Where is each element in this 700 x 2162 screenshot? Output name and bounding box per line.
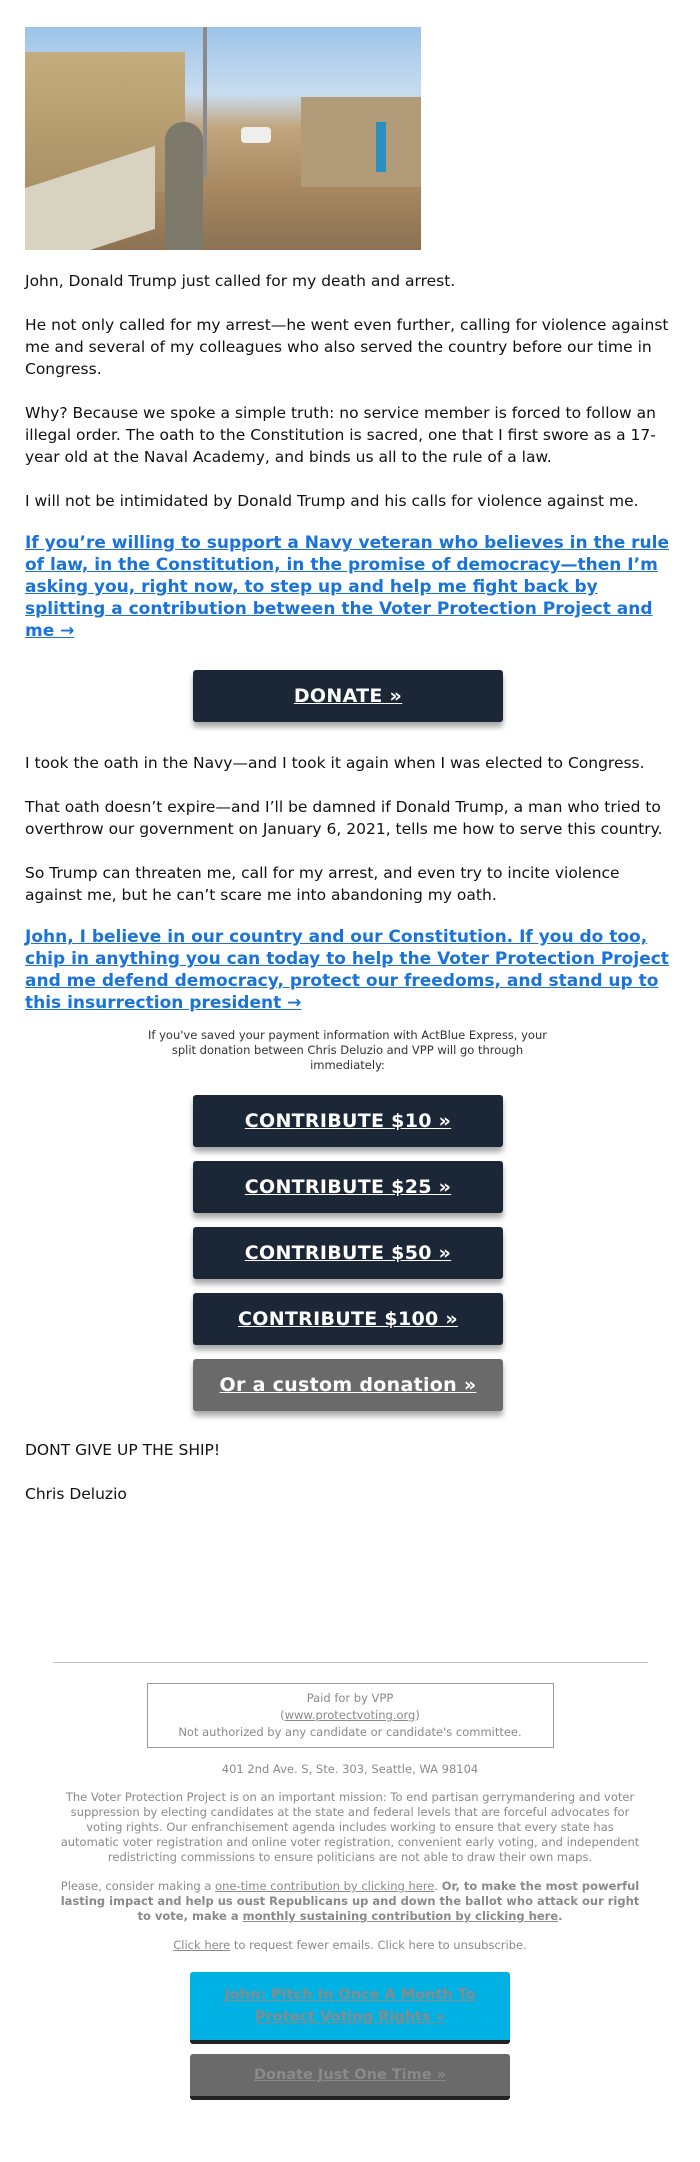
monthly-link[interactable]: monthly sustaining contribution by clicking here <box>242 1909 559 1923</box>
disclaimer: Not authorized by any candidate or candidate's committee. <box>178 1725 522 1739</box>
paragraph: I took the oath in the Navy—and I took it again when I was elected to Congress. <box>25 754 645 772</box>
paragraph: John, Donald Trump just called for my death and arrest. <box>25 272 456 290</box>
paragraph: He not only called for my arrest—he went even further, calling for violence against me and several of my colleagues who also served the country before our time in Congress. <box>25 316 669 378</box>
contribute-100-button[interactable]: CONTRIBUTE $100 » <box>193 1293 503 1345</box>
custom-donation-button[interactable]: Or a custom donation » <box>193 1359 503 1411</box>
monthly-donation-button[interactable]: John: Pitch In Once A Month To Protect Voting Rights » <box>190 1972 510 2044</box>
contribute-25-button[interactable]: CONTRIBUTE $25 » <box>193 1161 503 1213</box>
chip-in-link[interactable]: John, I believe in our country and our Constitution. If you do too, chip in anything you can today to help the Voter Protection Project and me defend democracy, protect our freedoms, and stand up to this insurrection president → <box>25 927 669 1013</box>
paragraph: I will not be intimidated by Donald Trump and his calls for violence against me. <box>25 492 639 510</box>
contribute-50-button[interactable]: CONTRIBUTE $50 » <box>193 1227 503 1279</box>
donate-button[interactable]: DONATE » <box>193 670 503 722</box>
email-preferences: Click here to request fewer emails. Click here to unsubscribe. <box>173 1938 527 1952</box>
support-link[interactable]: If you’re willing to support a Navy veteran who believes in the rule of law, in the Constitution, in the promise of democracy—then I’m asking you, right now, to step up and help me fight back by splitting a contribution between the Voter Protection Project and me → <box>25 533 670 641</box>
hero-photo-soldier <box>25 27 421 250</box>
paragraph: Why? Because we spoke a simple truth: no service member is forced to follow an illegal order. The oath to the Constitution is sacred, one that I first swore as a 17-year old at the Naval Academy, and binds us all to the rule of a law. <box>25 404 656 466</box>
fewer-emails-link[interactable]: Click here <box>173 1938 231 1952</box>
footer-divider <box>53 1662 648 1663</box>
footer <box>0 1662 700 2100</box>
address: 401 2nd Ave. S, Ste. 303, Seattle, WA 98104 <box>221 1762 479 1776</box>
mission-text: The Voter Protection Project is on an important mission: To end partisan gerrymandering and voter suppression by electing candidates at the state and federal levels that are forceful advocates for voting rights. Our enfranchisement agenda includes working to ensure that every state has automatic voter registration and online voter registration, convenient early voting, and independent redistricting commissions to ensure politicians are not able to draw their own maps. <box>60 1790 640 1864</box>
actblue-express-note: If you've saved your payment information with ActBlue Express, your split donation between Chris Deluzio and VPP will go through immediately: <box>148 1028 547 1072</box>
contribution-prompt: Please, consider making a one-time contribution by clicking here. Or, to make the most powerful lasting impact and help us oust Republicans up and down the ballot who attack our right to vote, make a monthly sustaining contribution by clicking here. <box>60 1879 640 1923</box>
signature: Chris Deluzio <box>25 1485 127 1503</box>
paragraph: That oath doesn’t expire—and I’ll be damned if Donald Trump, a man who tried to overthrow our government on January 6, 2021, tells me how to serve this country. <box>25 798 663 838</box>
paragraph: So Trump can threaten me, call for my arrest, and even try to incite violence against me, but he can’t scare me into abandoning my oath. <box>25 864 620 904</box>
signoff: DONT GIVE UP THE SHIP! <box>25 1441 221 1459</box>
paid-for-text: Paid for by VPP <box>306 1691 394 1705</box>
contribute-10-button[interactable]: CONTRIBUTE $10 » <box>193 1095 503 1147</box>
email-body <box>25 27 670 1505</box>
website-link[interactable]: www.protectvoting.org <box>284 1708 416 1722</box>
one-time-link[interactable]: one-time contribution by clicking here <box>215 1879 435 1893</box>
paid-for-box: Paid for by VPP (www.protectvoting.org) Not authorized by any candidate or candidate's committee. <box>147 1683 554 1748</box>
one-time-donation-button[interactable]: Donate Just One Time » <box>190 2054 510 2100</box>
